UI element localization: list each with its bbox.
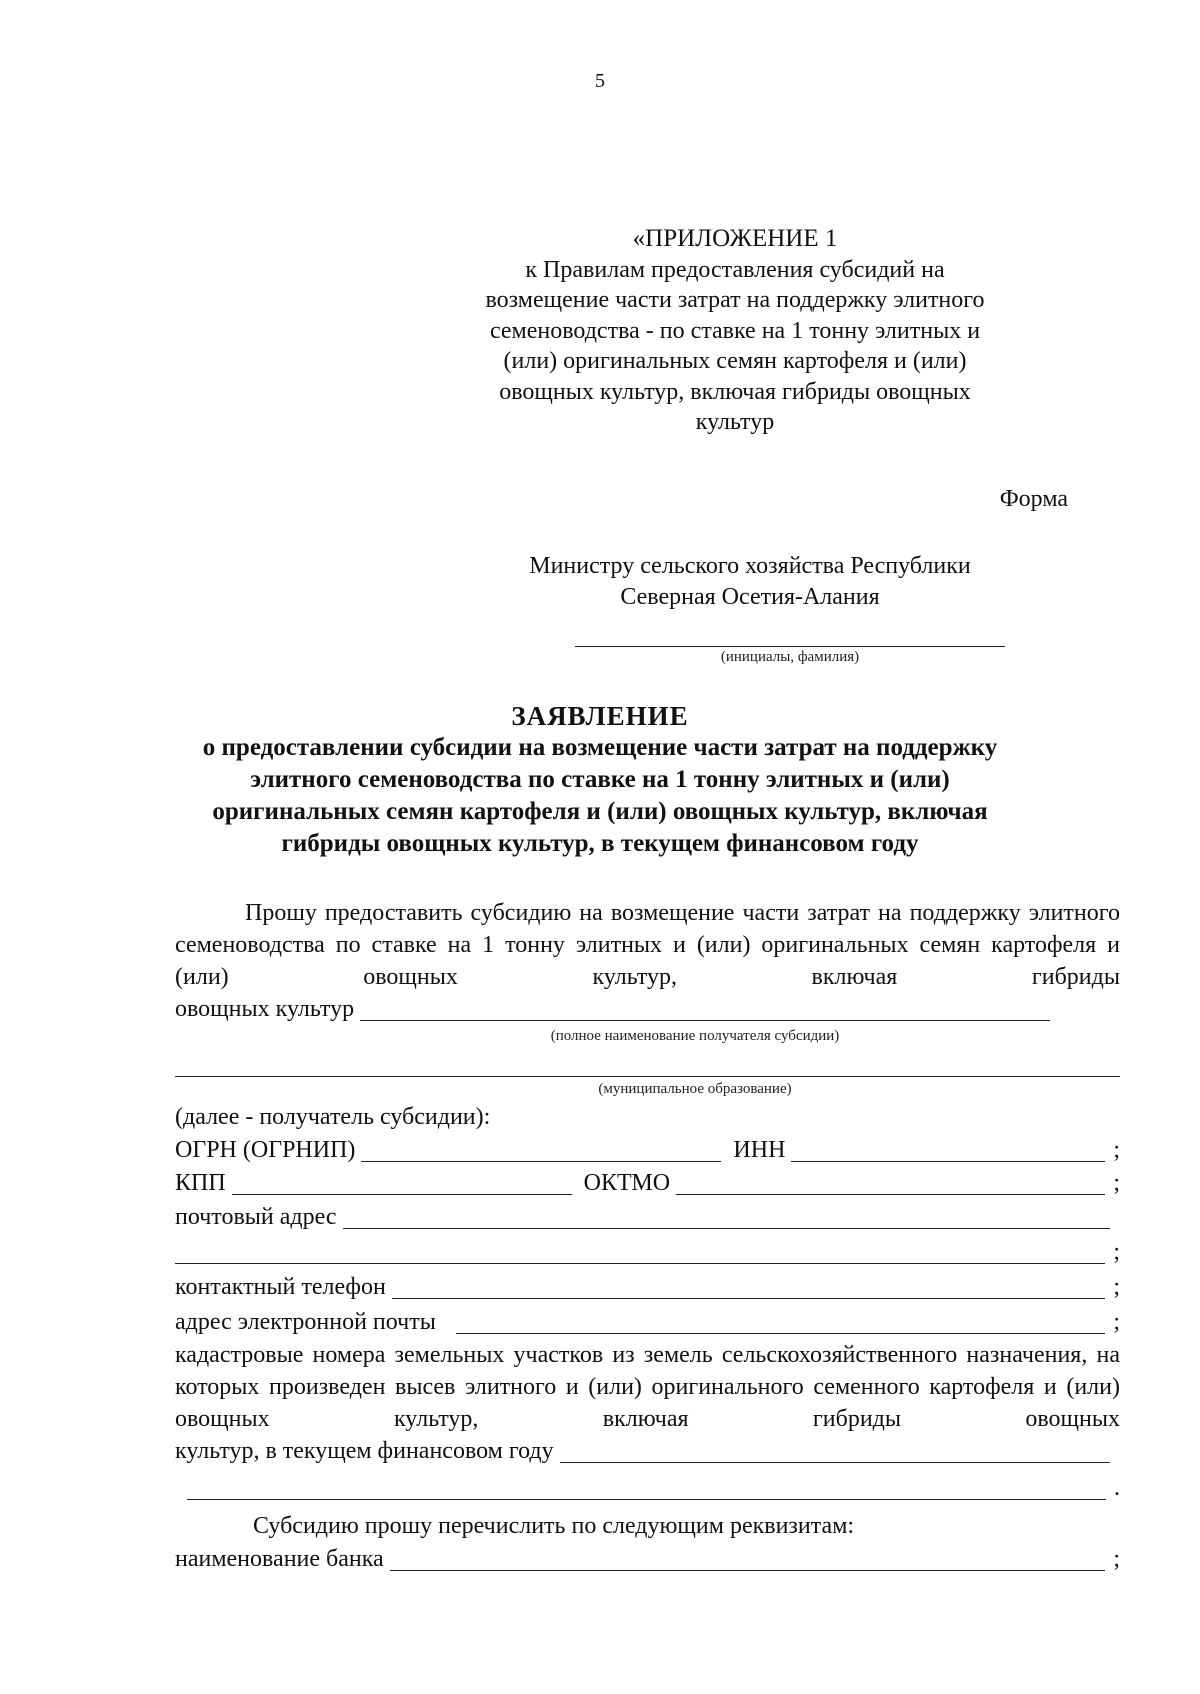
ogrn-inn-row — [175, 1134, 1120, 1166]
postal-field[interactable] — [343, 1204, 1110, 1229]
cadastral-field-continued[interactable] — [187, 1475, 1106, 1500]
appendix-line: возмещение части затрат на поддержку элитного — [485, 287, 985, 313]
phone-field[interactable] — [392, 1274, 1106, 1299]
appendix-block — [470, 224, 1000, 438]
form-label: Форма — [999, 486, 1068, 512]
recipient-row — [175, 993, 1120, 1025]
recipient-name-field[interactable] — [360, 996, 1050, 1021]
municipality-field[interactable] — [175, 1076, 1120, 1077]
kpp-oktmo-row — [175, 1167, 1120, 1199]
inn-field[interactable] — [791, 1137, 1105, 1162]
bank-row — [175, 1543, 1120, 1575]
addressee-line: Министру сельского хозяйства Республики — [529, 553, 971, 579]
cadastral-row-2 — [175, 1472, 1120, 1504]
kpp-label: КПП — [175, 1170, 226, 1196]
statement-title: ЗАЯВЛЕНИЕ — [511, 701, 689, 731]
phone-label: контактный телефон — [175, 1274, 386, 1300]
email-label: адрес электронной почты — [175, 1309, 436, 1335]
addressee-line: Северная Осетия-Алания — [620, 584, 880, 610]
ogrn-field[interactable] — [361, 1137, 721, 1162]
semicolon: ; — [1113, 1137, 1120, 1163]
email-field[interactable] — [456, 1309, 1106, 1334]
oktmo-field[interactable] — [676, 1170, 1105, 1195]
statement-subtitle-line: элитного семеноводства по ставке на 1 тонну элитных и (или) — [250, 766, 950, 793]
inn-label: ИНН — [733, 1137, 786, 1163]
bank-intro-text: Субсидию прошу перечислить по следующим реквизитам: — [253, 1513, 855, 1539]
statement-subtitle-line: оригинальных семян картофеля и (или) овощных культур, включая — [212, 798, 988, 825]
postal-field-continued[interactable] — [175, 1239, 1105, 1264]
kpp-field[interactable] — [232, 1170, 572, 1195]
phone-row — [175, 1271, 1120, 1303]
bank-label: наименование банка — [175, 1546, 384, 1572]
appendix-line: к Правилам предоставления субсидий на — [525, 256, 945, 283]
initials-caption: (инициалы, фамилия) — [720, 649, 860, 665]
page-number: 5 — [595, 70, 605, 92]
email-row — [175, 1306, 1120, 1338]
cadastral-paragraph — [175, 1339, 1120, 1435]
ogrn-label: ОГРН (ОГРНИП) — [175, 1137, 356, 1163]
appendix-line: (или) оригинальных семян картофеля и (или) — [503, 348, 967, 374]
postal-label: почтовый адрес — [175, 1204, 337, 1230]
postal-row-2 — [175, 1236, 1120, 1268]
semicolon: ; — [1113, 1239, 1120, 1265]
request-paragraph — [175, 897, 1120, 993]
addressee-block — [500, 551, 1000, 613]
statement-subtitle-line: о предоставлении субсидии на возмещение части затрат на поддержку — [202, 734, 998, 761]
request-last-line: овощных культур — [175, 996, 355, 1022]
statement-heading — [150, 700, 1050, 860]
further-row — [175, 1101, 1120, 1133]
appendix-line: семеноводства - по ставке на 1 тонну элитных и — [489, 317, 981, 344]
request-text: Прошу предоставить субсидию на возмещение части затрат на поддержку элитного семеноводства по ставке на 1 тонну элитных и (или) оригинальных семян картофеля и (или) овощных культур, включая гибриды — [175, 900, 1120, 990]
appendix-line: овощных культур, включая гибриды овощных — [499, 378, 971, 405]
cadastral-field[interactable] — [560, 1438, 1110, 1463]
municipality-caption: (муниципальное образование) — [598, 1081, 792, 1097]
bank-name-field[interactable] — [390, 1546, 1106, 1571]
period: . — [1114, 1475, 1120, 1501]
recipient-caption: (полное наименование получателя субсидии) — [550, 1028, 840, 1044]
cadastral-last-line: культур, в текущем финансовом году — [175, 1438, 554, 1464]
appendix-title: «ПРИЛОЖЕНИЕ 1 — [632, 225, 838, 252]
cadastral-text: кадастровые номера земельных участков из земель сельскохозяйственного назначения, на которых произведен высев элитного и (или) оригинального семенного картофеля и (или) овощных культур, включая гибриды овощных — [175, 1342, 1120, 1432]
bank-intro-row — [175, 1510, 1120, 1542]
appendix-line: культур — [695, 409, 775, 435]
further-text: (далее - получатель субсидии): — [175, 1104, 491, 1130]
cadastral-row — [175, 1435, 1120, 1467]
semicolon: ; — [1113, 1546, 1120, 1572]
semicolon: ; — [1113, 1170, 1120, 1196]
initials-field[interactable] — [575, 646, 1005, 647]
semicolon: ; — [1113, 1309, 1120, 1335]
semicolon: ; — [1113, 1274, 1120, 1300]
postal-row — [175, 1201, 1120, 1233]
statement-subtitle-line: гибриды овощных культур, в текущем финансовом году — [281, 830, 919, 857]
oktmo-label: ОКТМО — [583, 1170, 671, 1196]
